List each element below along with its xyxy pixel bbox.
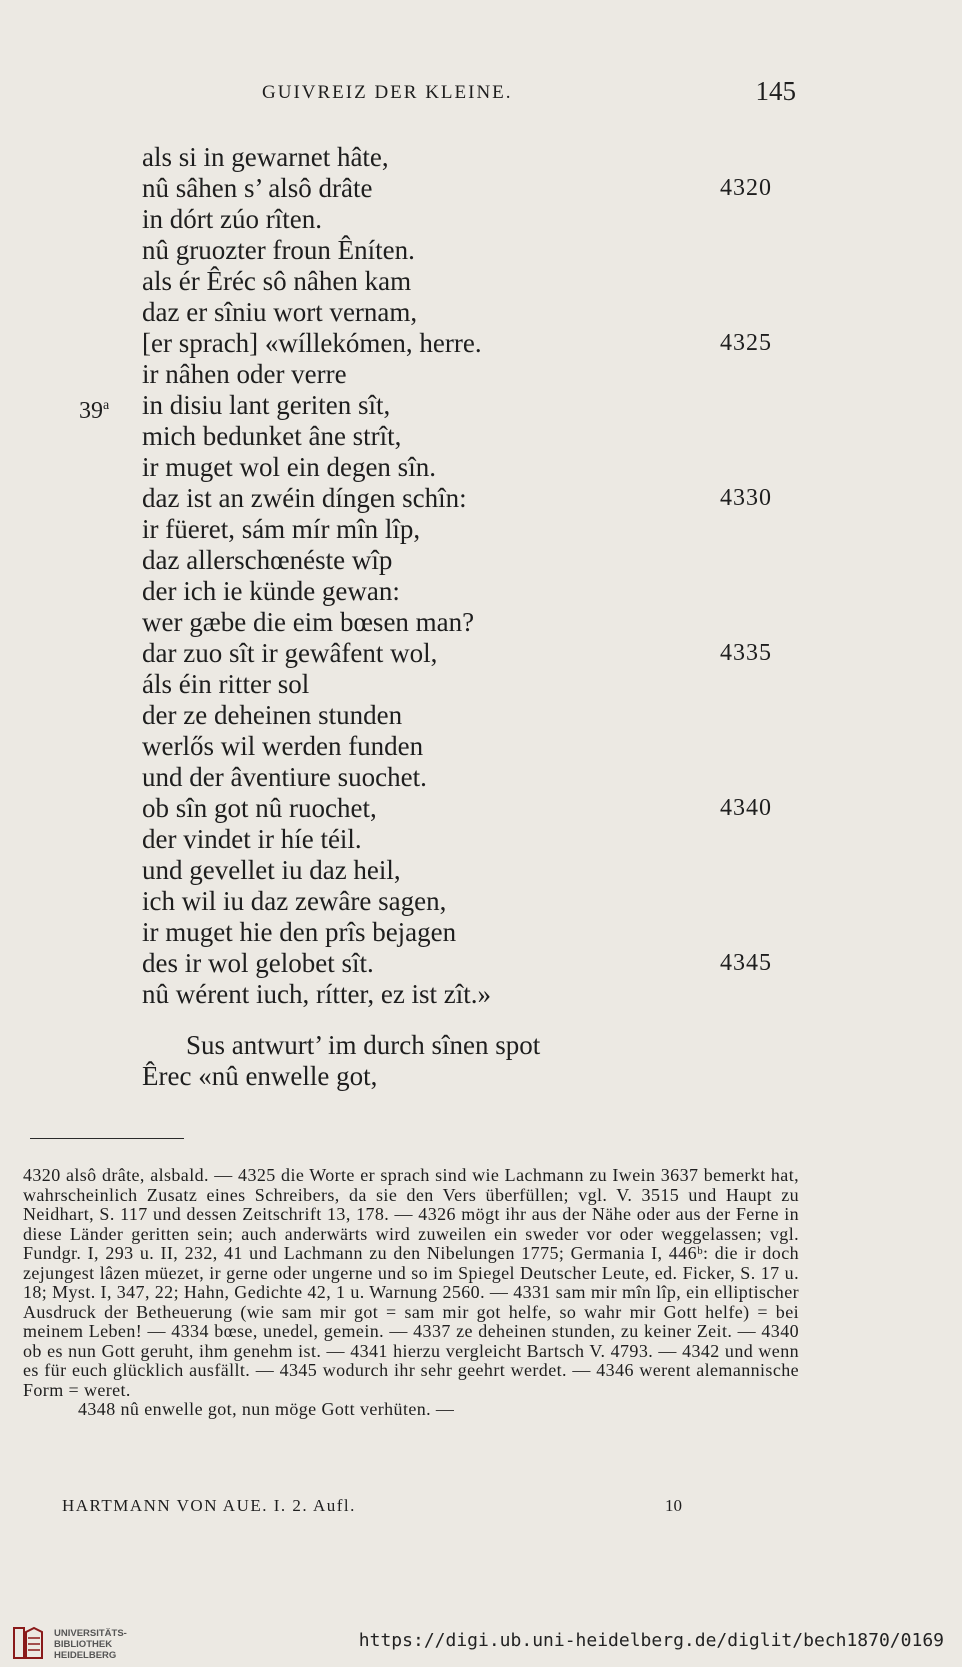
verse-text: und der âventiure suochet. <box>142 762 427 792</box>
page-number: 145 <box>755 76 796 106</box>
verse-line <box>0 359 962 390</box>
verse-line <box>0 297 962 328</box>
verse-text: ir muget hie den prîs bejagen <box>142 917 457 947</box>
verse-line-number: 4325 <box>720 330 772 356</box>
verse-line <box>0 979 962 1010</box>
verse-text: [er sprach] «wíllekómen, herre. <box>142 328 482 358</box>
verse-text: mich bedunket âne strît, <box>142 421 402 451</box>
source-url-link[interactable]: https://digi.ub.uni-heidelberg.de/diglit/bech1870/0169 <box>358 1630 944 1651</box>
verse-line <box>0 1061 962 1092</box>
library-logo-icon <box>10 1624 46 1662</box>
verse-text: Êrec «nû enwelle got, <box>142 1061 378 1091</box>
footnote-separator <box>30 1138 184 1139</box>
verse-text: nû gruozter froun Êníten. <box>142 235 415 265</box>
page-footer <box>62 1496 682 1520</box>
verse-line <box>0 886 962 917</box>
verse-text: dar zuo sît ir gewâfent wol, <box>142 638 438 668</box>
verse-text: ir nâhen oder verre <box>142 359 347 389</box>
verse-line <box>0 669 962 700</box>
verse-text: daz allerschœnéste wîp <box>142 545 393 575</box>
library-bar <box>0 1620 962 1667</box>
verse-line <box>0 576 962 607</box>
sheet-number: 10 <box>665 1496 682 1515</box>
verse-line <box>0 638 962 669</box>
verse-line <box>0 545 962 576</box>
verse-text: ich wil iu daz zewâre sagen, <box>142 886 447 916</box>
verse-line <box>0 421 962 452</box>
verse-line <box>0 793 962 824</box>
verse-text: daz er sîniu wort vernam, <box>142 297 418 327</box>
verse-line-number: 4345 <box>720 950 772 976</box>
verse-line <box>0 948 962 979</box>
verse-line <box>0 483 962 514</box>
verse-line <box>0 452 962 483</box>
verse-line <box>0 142 962 173</box>
verse-line-number: 4330 <box>720 485 772 511</box>
verse-line <box>0 917 962 948</box>
signature-line: HARTMANN VON AUE. I. 2. Aufl. <box>62 1496 356 1515</box>
verse-line <box>0 235 962 266</box>
verse-text: ob sîn got nû ruochet, <box>142 793 377 823</box>
verse-line <box>0 607 962 638</box>
verse-line <box>0 514 962 545</box>
verse-line-number: 4340 <box>720 795 772 821</box>
footnotes <box>23 1166 799 1420</box>
verse-text: als ér Êréc sô nâhen kam <box>142 266 412 296</box>
verse-line <box>0 762 962 793</box>
library-name: UNIVERSITÄTS- BIBLIOTHEK HEIDELBERG <box>54 1628 127 1661</box>
verse-text: und gevellet iu daz heil, <box>142 855 401 885</box>
verse-text: als si in gewarnet hâte, <box>142 142 389 172</box>
verse-text: nû wérent iuch, rítter, ez ist zît.» <box>142 979 492 1009</box>
verse-text: ir muget wol ein degen sîn. <box>142 452 436 482</box>
verse-text: nû sâhen s’ alsô drâte <box>142 173 373 203</box>
verse-line <box>0 855 962 886</box>
running-head <box>262 76 796 116</box>
verse-text: der ich ie künde gewan: <box>142 576 400 606</box>
verse-line <box>0 173 962 204</box>
verse-text: werlős wil werden funden <box>142 731 424 761</box>
verse-line-number: 4335 <box>720 640 772 666</box>
verse-line <box>0 824 962 855</box>
verse-text: der vindet ir híe téil. <box>142 824 362 854</box>
verse-line <box>0 1030 962 1061</box>
verse-text: des ir wol gelobet sît. <box>142 948 374 978</box>
verse-line <box>0 700 962 731</box>
verse-text: áls éin ritter sol <box>142 669 310 699</box>
verse-line <box>0 266 962 297</box>
verse-line-number: 4320 <box>720 175 772 201</box>
verse-block <box>0 142 962 1092</box>
verse-text: ir füeret, sám mír mîn lîp, <box>142 514 421 544</box>
stanza-gap <box>0 1010 962 1030</box>
verse-text: wer gæbe die eim bœsen man? <box>142 607 475 637</box>
running-title: GUIVREIZ DER KLEINE. <box>262 82 513 103</box>
verse-text: in disiu lant geriten sît, <box>142 390 391 420</box>
verse-text: der ze deheinen stunden <box>142 700 403 730</box>
margin-folio-ref: 39$^a$ <box>79 398 110 424</box>
verse-text: Sus antwurt’ im durch sînen spot <box>186 1030 541 1060</box>
verse-line <box>0 328 962 359</box>
verse-line <box>0 390 962 424</box>
footnote-last: 4348 nû enwelle got, nun möge Gott verhüten. — <box>78 1399 455 1419</box>
verse-text: daz ist an zwéin díngen schîn: <box>142 483 467 513</box>
verse-line <box>0 204 962 235</box>
verse-line <box>0 731 962 762</box>
verse-text: in dórt zúo rîten. <box>142 204 322 234</box>
footnote-main: 4320 alsô drâte, alsbald. — 4325 die Worte er sprach sind wie Lachmann zu Iwein 3637 bemerkt hat, wahrscheinlich Zusatz eines Schreibers, da sie den Vers überfüllen; vgl. V. 3515 und Haupt zu Neidhart, S. 117 und dessen Zeitschrift 13, 178. — 4326 mögt ihr aus der Nähe oder aus der Ferne in diese Länder geritten sein; auch anderwärts wird zuweilen ein sweder vor oder weggelassen; vgl. Fundgr. I, 293 u. II, 232, 41 und Lachmann zu den Nibelungen 1775; Germania I, 446ᵇ: die ir doch zejungest lâzen müezet, ir gerne oder ungerne und so im Spiegel Deutscher Leute, ed. Ficker, S. 17 u. 18; Myst. I, 347, 22; Hahn, Gedichte 42, 1 u. Warnung 2560. — 4331 sam mir mîn lîp, ein elliptischer Ausdruck der Betheuerung (wie sam mir got = sam mir got helfe, so wahr mir Gott helfe) = bei meinem Leben! — 4334 bœse, unedel, gemein. — 4337 ze deheinen stunden, zu keiner Zeit. — 4340 ob es nun Gott geruht, ihm genehm ist. — 4341 hierzu vergleicht Bartsch V. 4793. — 4342 und wenn es für euch glücklich ausfällt. — 4345 wodurch ihr sehr geehrt werdet. — 4346 werent alemannische Form = weret. <box>23 1165 799 1400</box>
